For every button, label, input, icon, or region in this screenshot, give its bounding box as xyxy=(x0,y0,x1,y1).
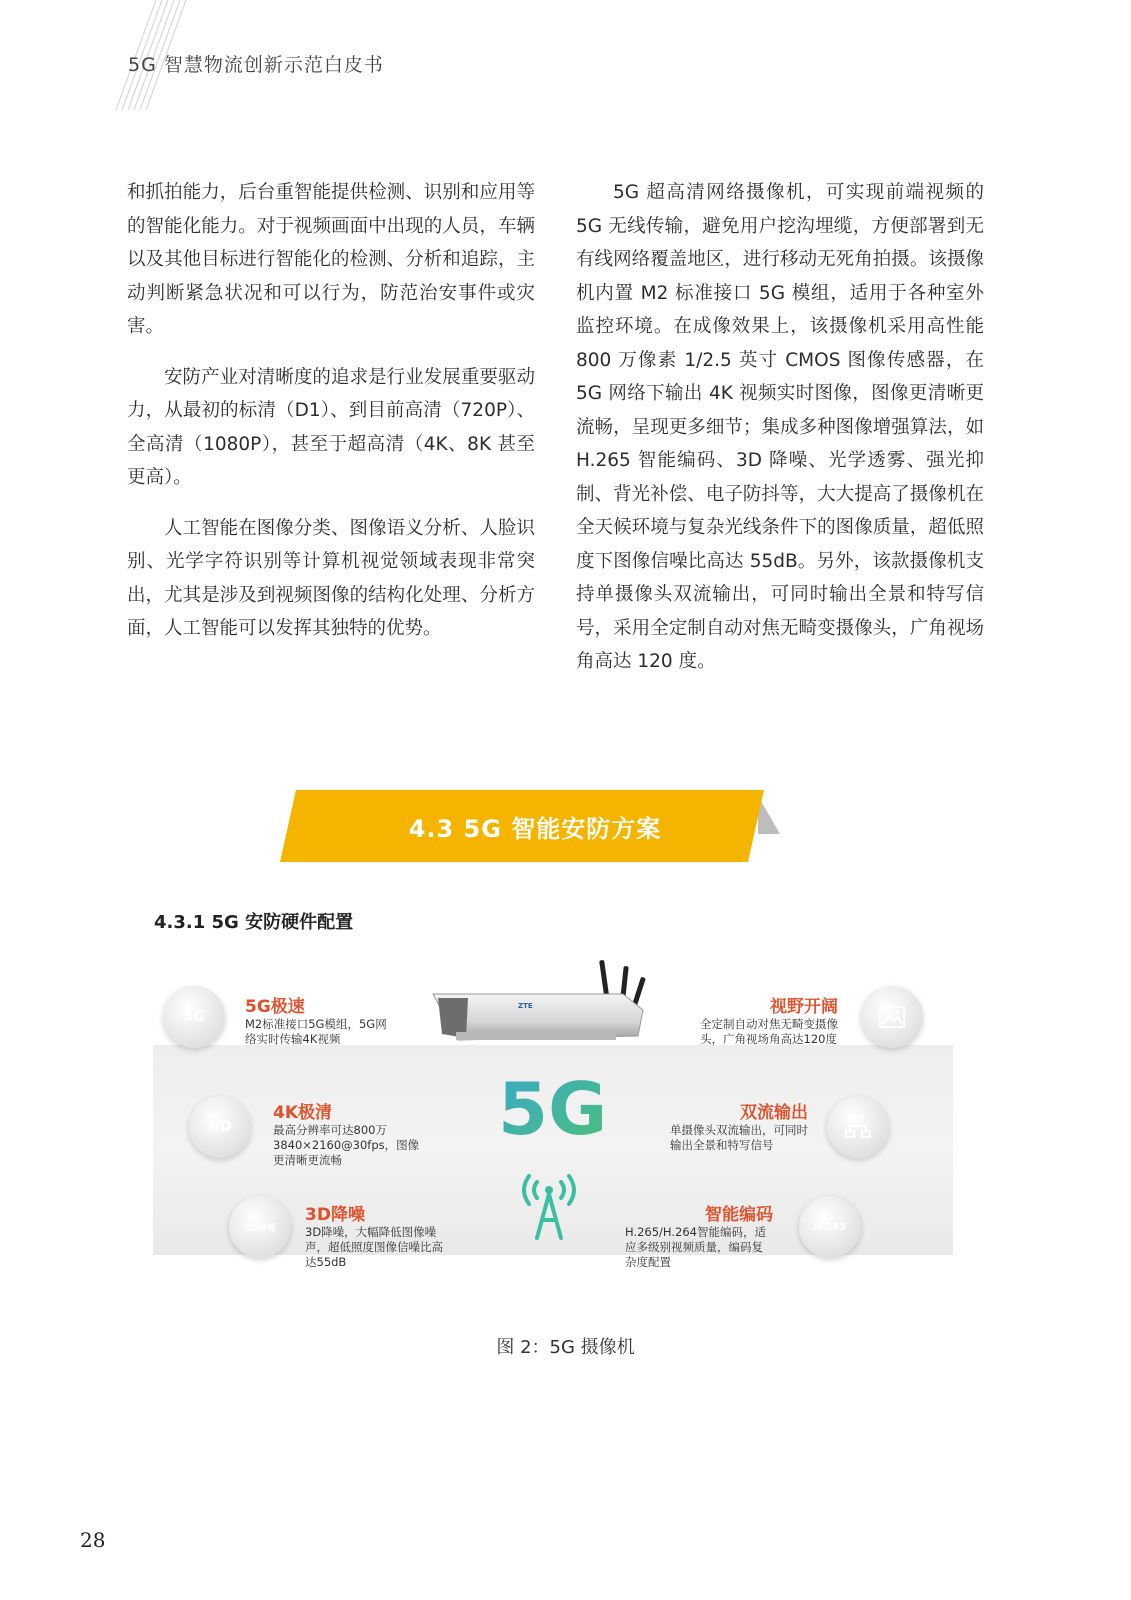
right-text-column xyxy=(576,176,984,696)
feature-desc: 最高分辨率可达800万 3840×2160@30fps，图像 更清晰更流畅 xyxy=(273,1123,420,1167)
feature-title: 5G极速 xyxy=(245,997,305,1017)
h265-codec-icon: H.265 xyxy=(799,1196,861,1258)
3d-noise-reduction-icon: 3D降噪 xyxy=(229,1196,291,1258)
camera-image xyxy=(428,958,678,1063)
antenna-tower-icon xyxy=(515,1168,583,1240)
running-header-title: 5G 智慧物流创新示范白皮书 xyxy=(128,54,384,76)
5g-logo xyxy=(498,1068,608,1148)
network-icon xyxy=(827,1096,889,1158)
paragraph: 5G 超高清网络摄像机，可实现前端视频的 5G 无线传输，避免用户挖沟埋缆，方便部署到无有线网络覆盖地区，进行移动无死角拍摄。该摄像机内置 M2 标准接口 5G 模组，适用于各种室外监控环境。在成像效果上，该摄像机采用高性能 800 万像素 1/2.5 英寸 CMOS 图像传感器，在 5G 网络下输出 4K 视频实时图像，图像更清晰更流畅，呈现更多细节；集成多种图像增强算法，如 H.265 智能编码、3D 降噪、光学透雾、强光抑制、背光补偿、电子防抖等，大大提高了摄像机在全天候环境与复杂光线条件下的图像质量，超低照度下图像信噪比高达 55dB。另外，该款摄像机支持单摄像头双流输出，可同时输出全景和特写信号，采用全定制自动对焦无畸变摄像头，广角视场角高达 120 度。 xyxy=(576,182,984,672)
feature-title: 4K极清 xyxy=(273,1103,333,1123)
figure-caption: 图 2：5G 摄像机 xyxy=(496,1337,635,1358)
feature-title: 智能编码 xyxy=(705,1205,773,1225)
image-icon xyxy=(861,986,923,1048)
camera-feature-figure xyxy=(153,958,953,1308)
feature-title: 双流输出 xyxy=(740,1103,808,1123)
page-number: 28 xyxy=(80,1528,106,1552)
left-text-column xyxy=(127,176,535,663)
section-heading: 4.3 5G 智能安防方案 xyxy=(408,814,662,843)
subsection-heading: 4.3.1 5G 安防硬件配置 xyxy=(154,912,354,933)
paragraph: 人工智能在图像分类、图像语义分析、人脸识别、光学字符识别等计算机视觉领域表现非常突出，尤其是涉及到视频图像的结构化处理、分析方面，人工智能可以发挥其独特的优势。 xyxy=(127,517,535,639)
feature-desc: M2标准接口5G模组，5G网 络实时传输4K视频 xyxy=(245,1017,387,1046)
feature-desc: 3D降噪，大幅降低图像噪 声，超低照度图像信噪比高 达55dB xyxy=(305,1225,443,1269)
svg-text:5G: 5G xyxy=(498,1068,608,1148)
5g-speed-icon: 5G xyxy=(163,986,225,1048)
feature-desc: 全定制自动对焦无畸变摄像 头，广角视场角高达120度 xyxy=(700,1017,838,1046)
svg-text:ZTE: ZTE xyxy=(518,1002,533,1010)
feature-title: 3D降噪 xyxy=(305,1205,365,1225)
feature-title: 视野开阔 xyxy=(770,997,838,1017)
feature-desc: H.265/H.264智能编码，适 应多级别视频质量，编码复 杂度配置 xyxy=(625,1225,766,1269)
paragraph: 和抓拍能力，后台重智能提供检测、识别和应用等的智能化能力。对于视频画面中出现的人员，车辆以及其他目标进行智能化的检测、分析和追踪，主动判断紧急状况和可以行为，防范治安事件或灾害。 xyxy=(127,182,535,337)
feature-desc: 单摄像头双流输出，可同时 输出全景和特写信号 xyxy=(670,1123,808,1152)
hd-icon: HD xyxy=(189,1096,251,1158)
paragraph: 安防产业对清晰度的追求是行业发展重要驱动力，从最初的标清（D1）、到目前高清（720P）、全高清（1080P），甚至于超高清（4K、8K 甚至更高）。 xyxy=(127,366,535,488)
